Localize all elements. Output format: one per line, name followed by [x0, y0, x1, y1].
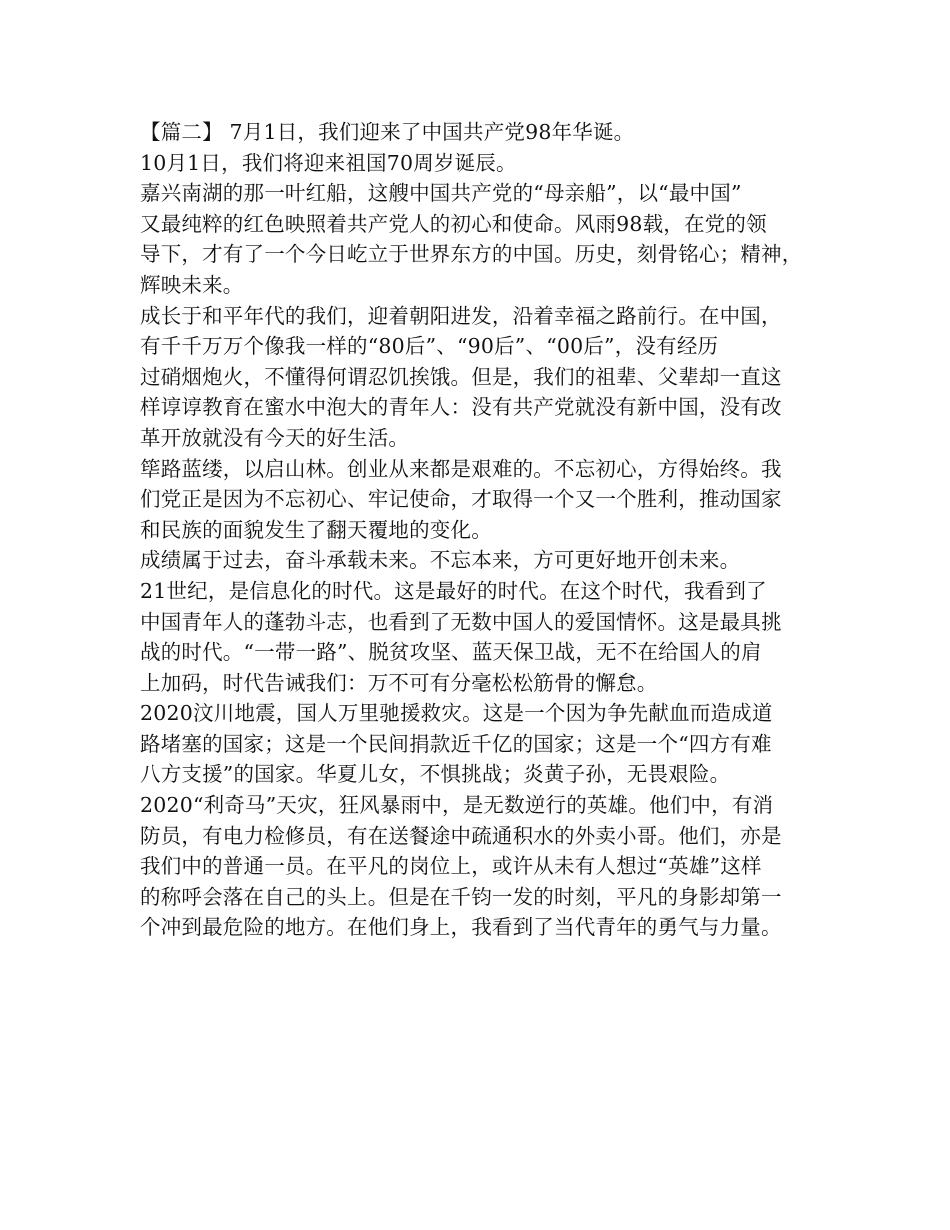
- text-line: 上加码，时代告诫我们：万不可有分毫松松筋骨的懈怠。: [140, 670, 658, 695]
- text-line: 样谆谆教育在蜜水中泡大的青年人：没有共产党就没有新中国，没有改: [140, 395, 782, 420]
- text-line: 10月1日，我们将迎来祖国70周岁诞辰。: [140, 150, 517, 175]
- text-line: 个冲到最危险的地方。在他们身上，我看到了当代青年的勇气与力量。: [140, 915, 782, 940]
- text-line: 有千千万万个像我一样的“80后”、“90后”、“00后”，没有经历: [140, 334, 719, 359]
- text-line: 过硝烟炮火，不懂得何谓忍饥挨饿。但是，我们的祖辈、父辈却一直这: [140, 364, 782, 389]
- text-line: 路堵塞的国家；这是一个民间捐款近千亿的国家；这是一个“四方有难: [140, 731, 772, 756]
- text-line: 和民族的面貌发生了翻天覆地的变化。: [140, 517, 492, 542]
- text-line: 导下，才有了一个今日屹立于世界东方的中国。历史，刻骨铭心；精神，: [140, 242, 803, 267]
- text-line: 【篇二】 7月1日，我们迎来了中国共产党98年华诞。: [140, 120, 635, 144]
- text-line: 2020“利奇马”天灾，狂风暴雨中，是无数逆行的英雄。他们中，有消: [140, 793, 774, 818]
- text-line: 2020汶川地震，国人万里驰援救灾。这是一个因为争先献血而造成道: [140, 701, 773, 726]
- text-line: 革开放就没有今天的好生活。: [140, 425, 410, 450]
- text-line: 嘉兴南湖的那一叶红船，这艘中国共产党的“母亲船”，以“最中国”: [140, 181, 742, 206]
- text-line: 21世纪，是信息化的时代。这是最好的时代。在这个时代，我看到了: [140, 578, 767, 603]
- text-line: 我们中的普通一员。在平凡的岗位上，或许从未有人想过“英雄”这样: [140, 854, 762, 879]
- text-line: 筚路蓝缕，以启山林。创业从来都是艰难的。不忘初心，方得始终。我: [140, 456, 782, 481]
- text-line: 防员，有电力检修员，有在送餐途中疏通积水的外卖小哥。他们，亦是: [140, 823, 782, 848]
- body-text: [140, 117, 830, 943]
- text-line: 成绩属于过去，奋斗承载未来。不忘本来，方可更好地开创未来。: [140, 548, 741, 573]
- text-line: 中国青年人的蓬勃斗志，也看到了无数中国人的爱国情怀。这是最具挑: [140, 609, 782, 634]
- text-line: 成长于和平年代的我们，迎着朝阳进发，沿着幸福之路前行。在中国，: [140, 303, 782, 328]
- text-line: 八方支援”的国家。华夏儿女，不惧挑战；炎黄子孙，无畏艰险。: [140, 762, 731, 787]
- text-line: 战的时代。“一带一路”、脱贫攻坚、蓝天保卫战，无不在给国人的肩: [140, 640, 762, 665]
- text-line: 辉映未来。: [140, 272, 244, 297]
- text-line: 们党正是因为不忘初心、牢记使命，才取得一个又一个胜利，推动国家: [140, 487, 782, 512]
- text-line: 又最纯粹的红色映照着共产党人的初心和使命。风雨98载，在党的领: [140, 211, 767, 236]
- text-line: 的称呼会落在自己的头上。但是在千钧一发的时刻，平凡的身影却第一: [140, 884, 782, 909]
